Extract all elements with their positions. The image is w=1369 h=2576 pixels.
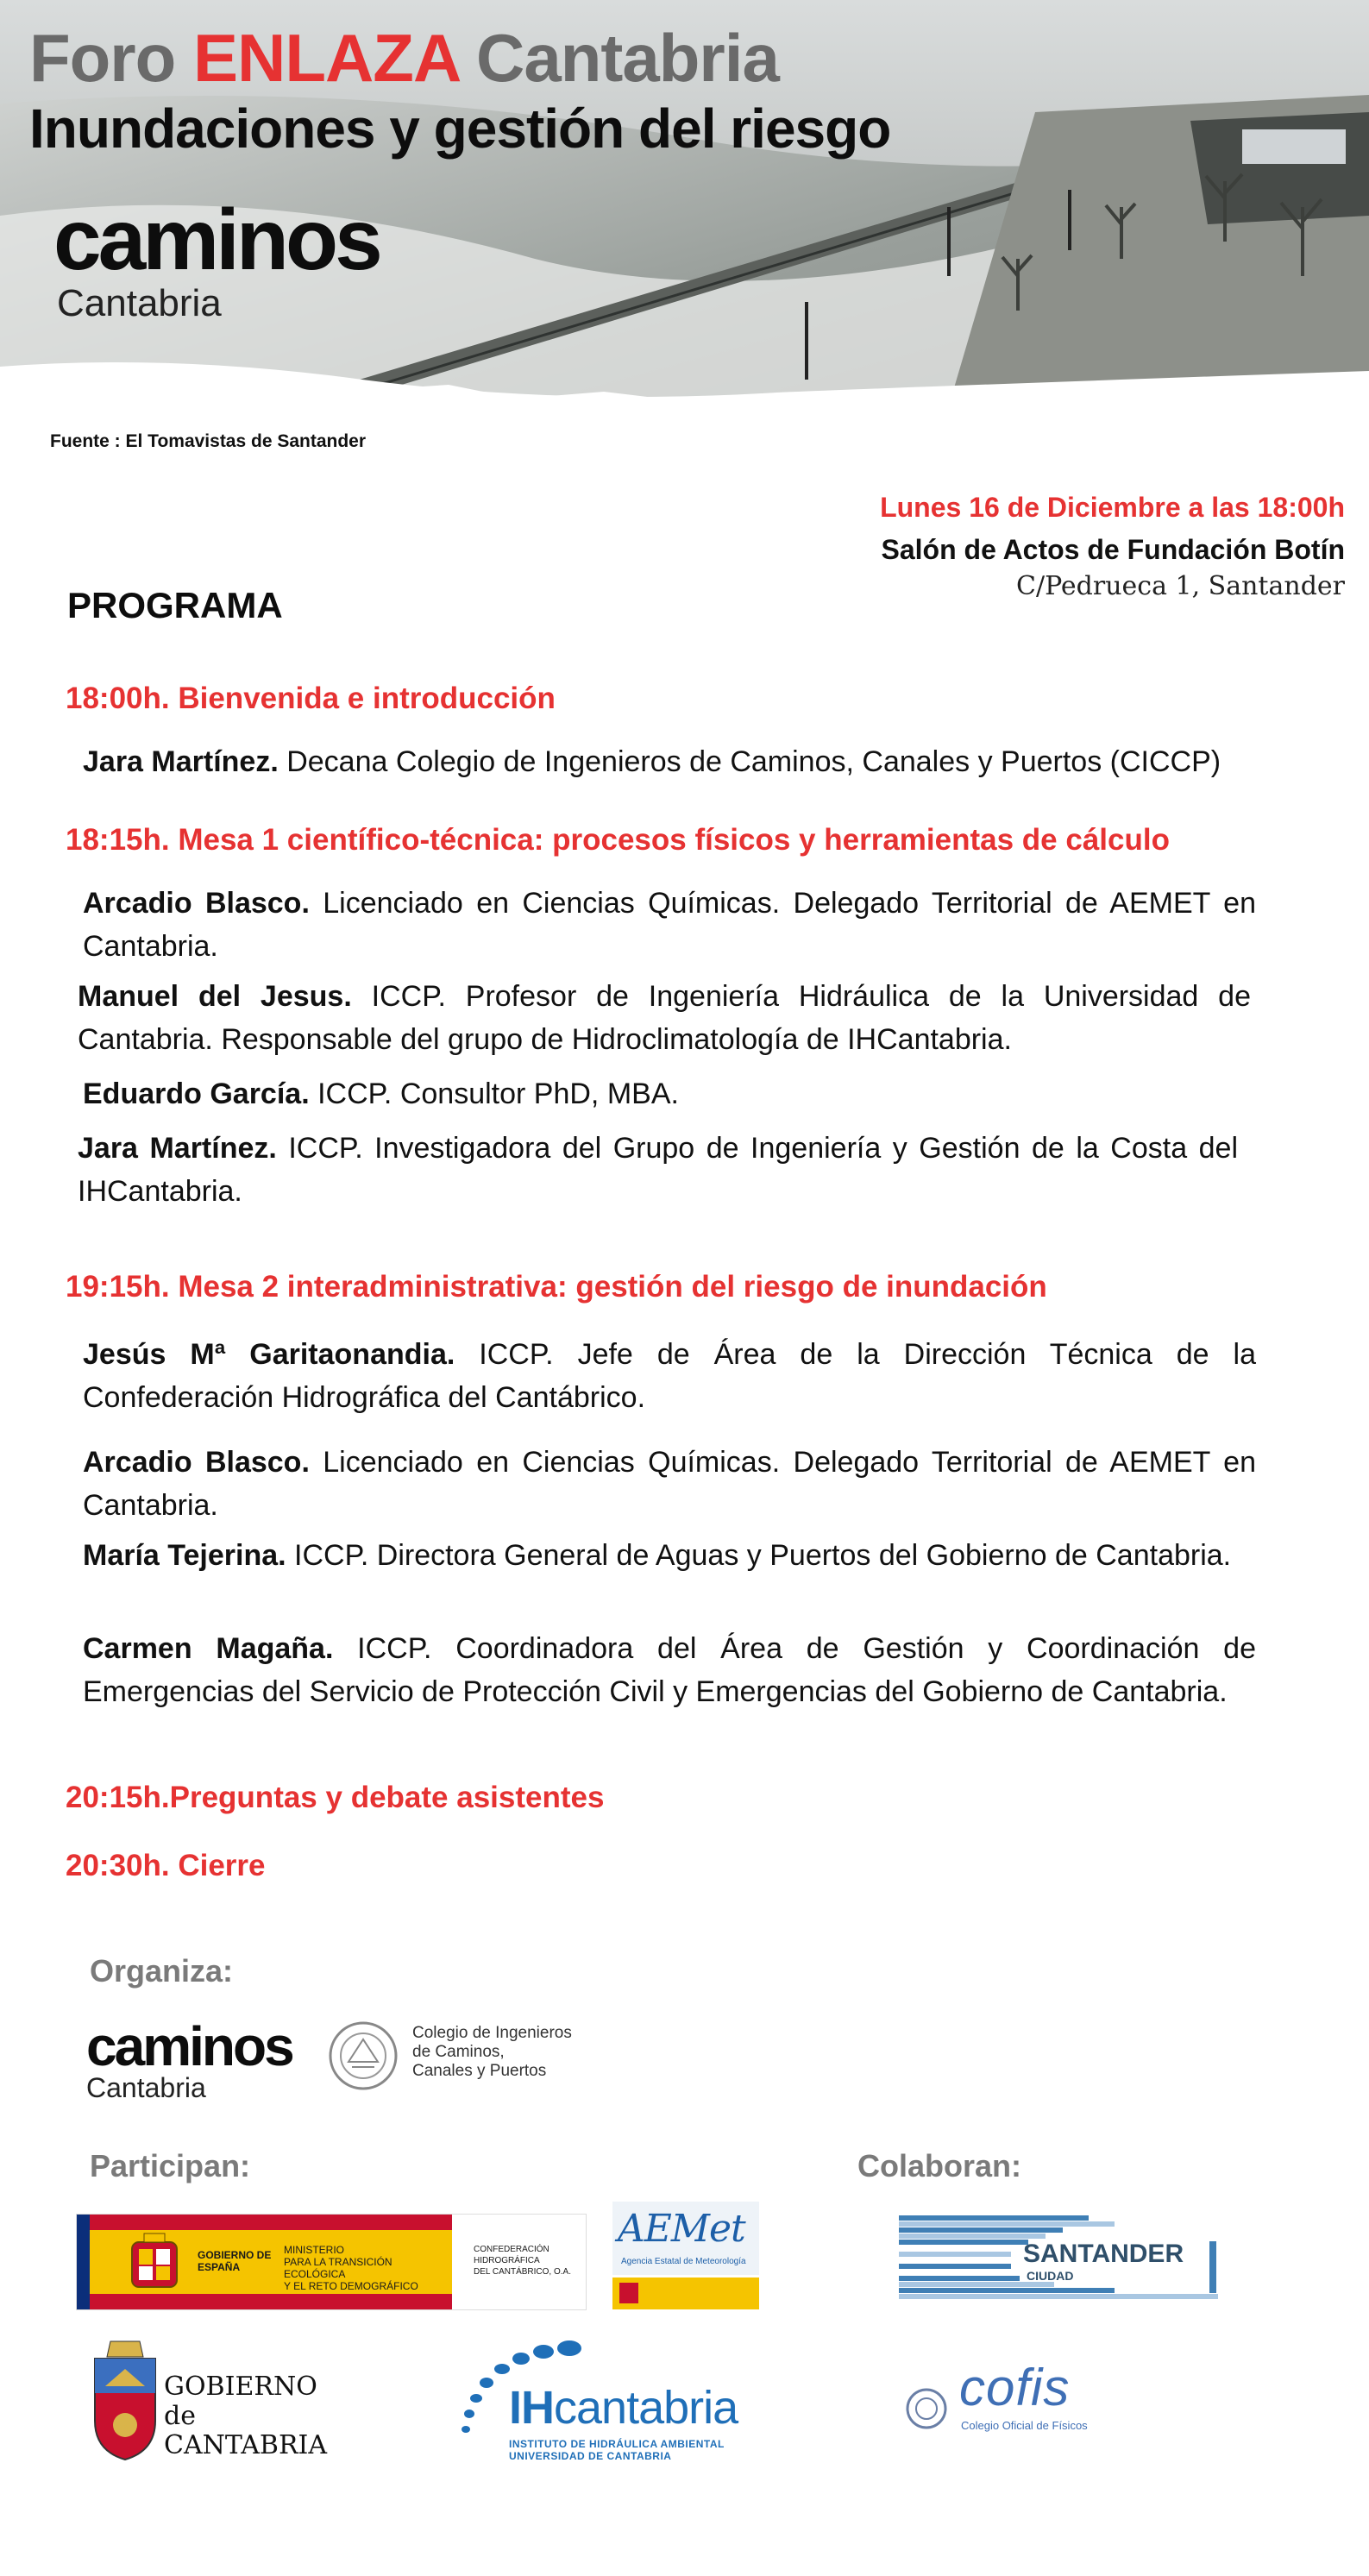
- organiza-label: Organiza:: [90, 1953, 234, 1989]
- section-heading-debate: 20:15h.Preguntas y debate asistentes: [66, 1781, 605, 1814]
- event-address: C/Pedrueca 1, Santander: [1016, 571, 1345, 601]
- program-item: María Tejerina. ICCP. Directora General de Aguas y Puertos del Gobierno de Cantabria.: [83, 1539, 1232, 1572]
- program-item: Eduardo García. ICCP. Consultor PhD, MBA.: [83, 1078, 679, 1110]
- program-item: Arcadio Blasco. Licenciado en Ciencias Químicas. Delegado Territorial de AEMET en Cantabria.: [83, 887, 1257, 963]
- section-heading-mesa1: 18:15h. Mesa 1 científico-técnica: procesos físicos y herramientas de cálculo: [66, 823, 1170, 857]
- eu-stripe: [77, 2215, 90, 2309]
- event-venue: Salón de Actos de Fundación Botín: [881, 534, 1345, 565]
- section-heading-mesa2: 19:15h. Mesa 2 interadministrativa: gestión del riesgo de inundación: [66, 1270, 1047, 1304]
- ihcantabria-subtitle: INSTITUTO DE HIDRÁULICA AMBIENTAL UNIVERSIDAD DE CANTABRIA: [509, 2438, 725, 2462]
- forum-title: Foro ENLAZA Cantabria: [29, 20, 779, 96]
- participan-label: Participan:: [90, 2148, 251, 2183]
- santander-wordmark: SANTANDER: [1023, 2240, 1184, 2268]
- ciccp-seal-icon: [326, 2019, 400, 2093]
- ministerio-confederacion-logo: [76, 2214, 587, 2310]
- ihcantabria-wordmark: IHcantabria: [509, 2382, 738, 2434]
- spain-coat-of-arms-icon: [120, 2232, 189, 2294]
- caminos-logo-small-region: Cantabria: [86, 2072, 206, 2103]
- program-item: Carmen Magaña. ICCP. Coordinadora del Área de Gestión y Coordinación de Emergencias del Servicio de Protección Civil y Emergencias del Gobierno de Cantabria.: [83, 1632, 1256, 1708]
- program-item: Jesús Mª Garitaonandia. ICCP. Jefe de Área de la Dirección Técnica de la Confederación Hidrográfica del Cantábrico.: [83, 1338, 1256, 1414]
- photo-credit: Fuente : El Tomavistas de Santander: [50, 431, 367, 451]
- hero-banner: [0, 0, 1369, 470]
- section-heading-closing: 20:30h. Cierre: [66, 1849, 266, 1882]
- program-item: Manuel del Jesus. ICCP. Profesor de Ingeniería Hidráulica de la Universidad de Cantabria. Responsable del grupo de Hidroclimatología de IHCantabria.: [78, 980, 1252, 1056]
- gobierno-cantabria-text: GOBIERNO de CANTABRIA: [164, 2372, 328, 2460]
- aemet-logo: [612, 2202, 759, 2309]
- event-info: [880, 492, 1345, 601]
- gobierno-espana-text: GOBIERNO DE ESPAÑA: [198, 2249, 272, 2273]
- caminos-logo-word: caminos: [53, 192, 380, 288]
- program-item: Jara Martínez. Decana Colegio de Ingenieros de Caminos, Canales y Puertos (CICCP): [83, 745, 1221, 778]
- caminos-logo-small-word: caminos: [86, 2015, 292, 2077]
- aemet-wordmark: AEMet: [618, 2207, 745, 2251]
- section-heading-welcome: 18:00h. Bienvenida e introducción: [66, 682, 556, 715]
- event-date: Lunes 16 de Diciembre a las 18:00h: [880, 492, 1345, 523]
- ciccp-name: Colegio de Ingenieros de Caminos, Canales y Puertos: [412, 2024, 572, 2080]
- cofis-wordmark: cofis: [959, 2359, 1071, 2416]
- confederacion-text: CONFEDERACIÓN HIDROGRÁFICA DEL CANTÁBRICO, O.A.: [474, 2245, 571, 2277]
- forum-subtitle: Inundaciones y gestión del riesgo: [29, 97, 891, 160]
- program-item: Jara Martínez. ICCP. Investigadora del Grupo de Ingeniería y Gestión de la Costa del IHCantabria.: [78, 1132, 1239, 1208]
- ministerio-text: MINISTERIO PARA LA TRANSICIÓN ECOLÓGICA Y EL RETO DEMOGRÁFICO: [284, 2244, 418, 2292]
- cofis-subtitle: Colegio Oficial de Físicos: [961, 2419, 1088, 2432]
- caminos-logo: [53, 192, 380, 324]
- program-item: Arcadio Blasco. Licenciado en Ciencias Químicas. Delegado Territorial de AEMET en Cantabria.: [83, 1446, 1257, 1522]
- caminos-logo-region: Cantabria: [57, 282, 222, 324]
- caminos-logo-small: [86, 2015, 292, 2103]
- santander-ciudad: CIUDAD: [1027, 2269, 1074, 2283]
- aemet-subtitle: Agencia Estatal de Meteorología: [621, 2257, 746, 2266]
- spain-shield-icon: [619, 2283, 638, 2303]
- colaboran-label: Colaboran:: [857, 2148, 1022, 2183]
- program-title: PROGRAMA: [67, 585, 283, 625]
- forum-title-accent: ENLAZA: [192, 20, 459, 96]
